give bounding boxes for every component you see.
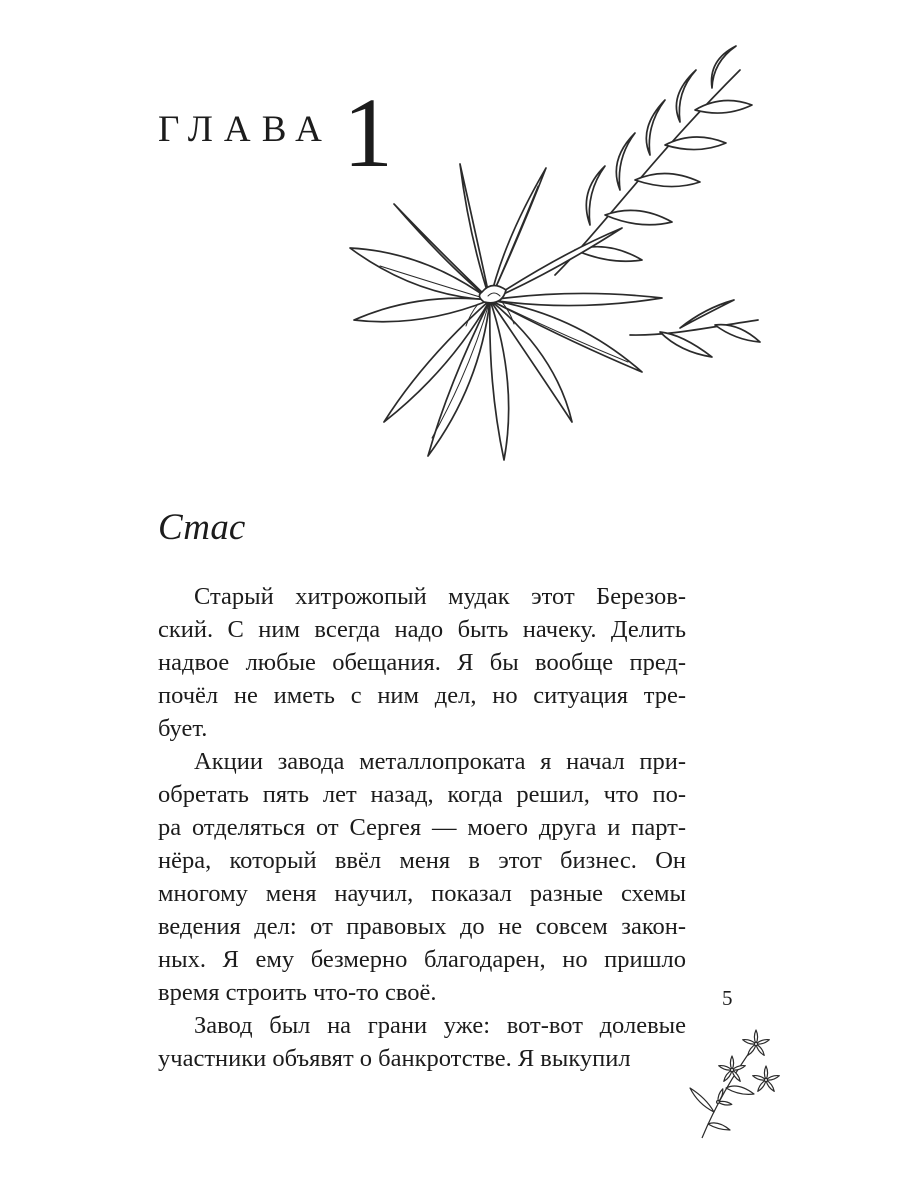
chapter-number: 1 <box>343 77 393 188</box>
section-title: Стас <box>158 507 246 548</box>
text-line: Старый хитрожопый мудак этот Березов- <box>194 583 686 610</box>
flower-illustration <box>320 40 790 490</box>
text-line: Завод был на грани уже: вот-вот долевые <box>194 1012 686 1039</box>
text-line: ведения дел: от правовых до не совсем закон- <box>158 913 686 940</box>
text-line: ский. С ним всегда надо быть начеку. Делить <box>158 616 686 643</box>
text-line: время строить что-то своё. <box>158 979 437 1006</box>
page-number: 5 <box>722 986 733 1010</box>
small-flower-ornament <box>678 1022 790 1144</box>
chapter-label: ГЛАВА <box>158 109 333 150</box>
body-text <box>158 580 686 1075</box>
text-line: бует. <box>158 715 208 742</box>
text-line: ных. Я ему безмерно благодарен, но пришло <box>158 946 686 973</box>
text-line: надвое любые обещания. Я бы вообще пред- <box>158 649 686 676</box>
text-line: Акции завода металлопроката я начал при- <box>194 748 686 775</box>
text-line: нёра, который ввёл меня в этот бизнес. Он <box>158 847 686 874</box>
text-line: ра отделяться от Сергея — моего друга и парт- <box>158 814 686 841</box>
text-line: многому меня научил, показал разные схемы <box>158 880 686 907</box>
text-line: участники объявят о банкротстве. Я выкупил <box>158 1045 631 1072</box>
text-line: почёл не иметь с ним дел, но ситуация тре- <box>158 682 686 709</box>
text-line: обретать пять лет назад, когда решил, что по- <box>158 781 686 808</box>
